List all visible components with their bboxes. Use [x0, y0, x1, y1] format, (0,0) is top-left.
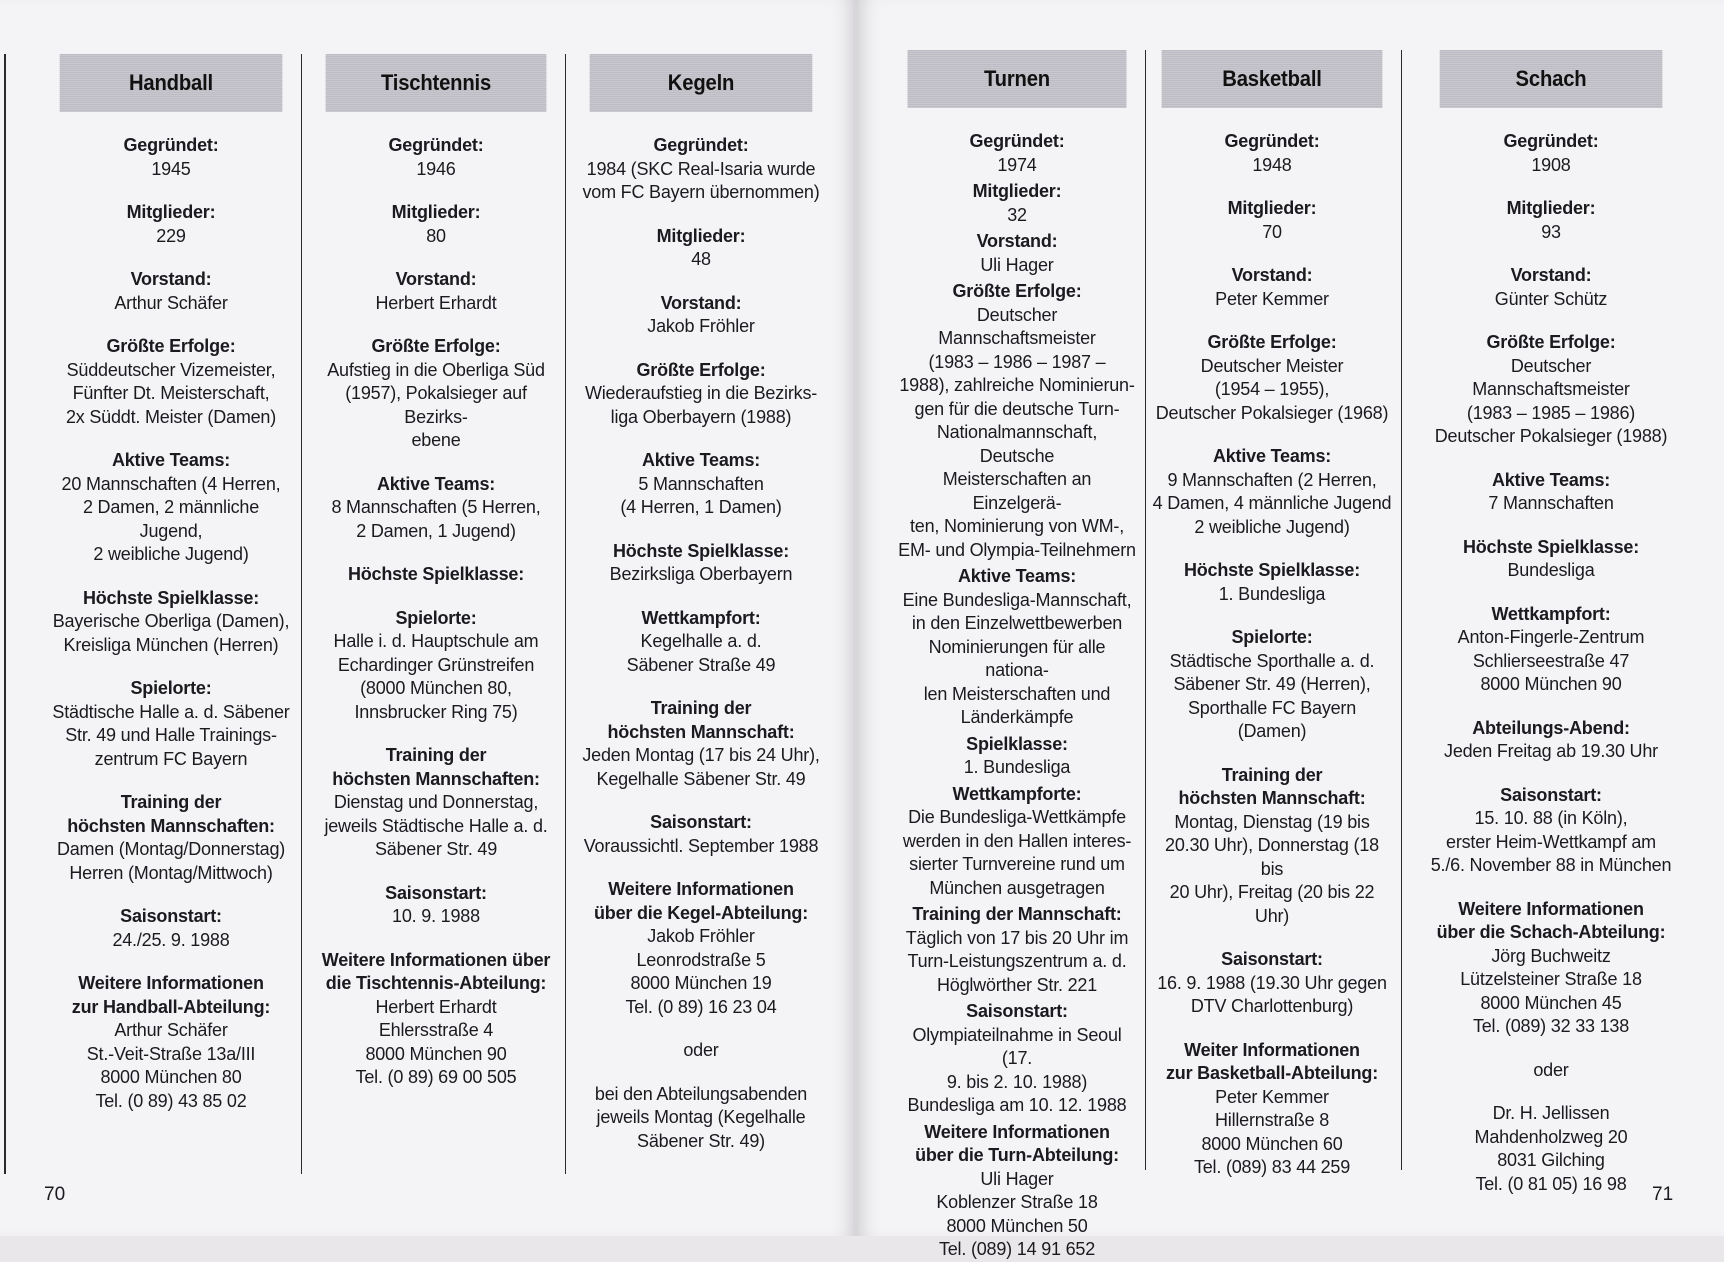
section-label: Saisonstart:: [650, 812, 752, 832]
page-number-right: 71: [1652, 1184, 1674, 1205]
section-list: [1152, 130, 1392, 1180]
section-value: Dr. H. Jellissen Mahdenholzweg 20 8031 Gilching Tel. (0 81 05) 16 98: [1474, 1103, 1628, 1194]
column-header: Tischtennis: [326, 54, 547, 112]
section-value: 7 Mannschaften: [1488, 493, 1614, 513]
section-value: Eine Bundesliga-Mannschaft, in den Einzelwettbewerben Nominierungen für alle nationa- len Meisterschaften und Länderkämpfe: [902, 589, 1132, 727]
info-section: [580, 697, 822, 791]
section-value: Aufstieg in die Oberliga Süd (1957), Pokalsieger auf Bezirks- ebene: [327, 359, 545, 450]
section-label: Weitere Informationen über die Turn-Abteilung:: [915, 1121, 1119, 1165]
section-value: bei den Abteilungsabenden jeweils Montag (Kegelhalle Säbener Str. 49): [594, 1083, 808, 1151]
section-label: Gegründet:: [1224, 131, 1320, 151]
info-section: [580, 359, 822, 430]
info-section: [50, 449, 292, 567]
section-label: Gegründet:: [653, 135, 749, 155]
section-value: oder: [1533, 1059, 1569, 1080]
section-label: Größte Erfolge:: [106, 336, 236, 356]
section-label: Mitglieder:: [656, 225, 746, 246]
section-label: Saisonstart:: [966, 1001, 1068, 1021]
info-section: [898, 565, 1136, 730]
info-section: [50, 791, 292, 885]
section-value: Jeden Montag (17 bis 24 Uhr), Kegelhalle Säbener Str. 49: [582, 745, 820, 789]
section-label: Spielorte:: [130, 678, 212, 698]
section-value: 48: [691, 249, 711, 269]
info-section: [580, 1083, 822, 1154]
section-value: 1948: [1252, 154, 1292, 175]
info-section: [50, 134, 292, 181]
section-label: Weiter Informationen zur Basketball-Abteilung:: [1165, 1039, 1379, 1083]
info-section: [316, 744, 556, 862]
section-value: Jakob Fröhler: [647, 316, 755, 336]
info-section: [580, 811, 822, 858]
left-page: [0, 0, 856, 1236]
section-value: Deutscher Mannschaftsmeister (1983 – 1985 – 1986) Deutscher Pokalsieger (1988): [1434, 355, 1668, 446]
section-value: Dienstag und Donnerstag, jeweils Städtische Halle a. d. Säbener Str. 49: [324, 792, 548, 859]
section-label: Abteilungs-Abend:: [1472, 717, 1630, 738]
info-section: [580, 878, 822, 1019]
section-label: Saisonstart:: [385, 882, 487, 903]
info-section: [316, 949, 556, 1090]
info-section: [1152, 197, 1392, 244]
section-value: Arthur Schäfer: [114, 292, 228, 313]
info-section: [316, 268, 556, 315]
section-value: oder: [683, 1040, 719, 1060]
section-label: Training der höchsten Mannschaften:: [67, 792, 275, 836]
info-section: [1430, 784, 1672, 878]
section-value: 32: [1007, 204, 1027, 225]
section-label: Aktive Teams:: [957, 566, 1077, 586]
section-label: Größte Erfolge:: [636, 359, 766, 380]
section-label: Höchste Spielklasse:: [82, 587, 260, 608]
info-section: [1152, 559, 1392, 606]
section-value: Arthur Schäfer St.-Veit-Straße 13a/III 8000 München 80 Tel. (0 89) 43 85 02: [86, 1020, 256, 1111]
info-section: [580, 1039, 822, 1063]
section-label: Größte Erfolge:: [1207, 332, 1337, 352]
column-header: Turnen: [908, 50, 1127, 108]
section-label: Spielorte:: [1231, 627, 1313, 647]
section-list: [898, 130, 1136, 1262]
section-value: 16. 9. 1988 (19.30 Uhr gegen DTV Charlottenburg): [1157, 972, 1387, 1016]
section-value: 229: [156, 225, 186, 246]
section-value: Bezirksliga Oberbayern: [609, 564, 793, 584]
section-label: Gegründet:: [969, 131, 1065, 151]
section-value: Städtische Halle a. d. Säbener Str. 49 und Halle Trainings- zentrum FC Bayern: [52, 701, 290, 769]
section-list: [1430, 130, 1672, 1196]
section-value: 8 Mannschaften (5 Herren, 2 Damen, 1 Jugend): [331, 497, 541, 541]
info-section: [1430, 1102, 1672, 1196]
section-value: Halle i. d. Hauptschule am Echardinger Grünstreifen (8000 München 80, Innsbrucker Ring 75): [333, 631, 539, 722]
info-section: [1430, 717, 1672, 764]
section-label: Training der höchsten Mannschaft:: [607, 698, 795, 742]
section-label: Höchste Spielklasse:: [1462, 536, 1640, 557]
info-section: [580, 449, 822, 520]
right-page: [856, 0, 1724, 1259]
info-section: [1152, 948, 1392, 1019]
info-section: [1430, 331, 1672, 449]
info-section: [50, 201, 292, 248]
section-value: Montag, Dienstag (19 bis 20.30 Uhr), Donnerstag (18 bis 20 Uhr), Freitag (20 bis 22 Uhr): [1165, 811, 1379, 926]
section-label: Vorstand:: [1231, 265, 1313, 285]
section-value: 1984 (SKC Real-Isaria wurde vom FC Bayern übernommen): [582, 158, 820, 202]
section-value: Peter Kemmer Hillernstraße 8 8000 München 60 Tel. (089) 83 44 259: [1193, 1086, 1351, 1177]
column-header: Handball: [60, 54, 283, 112]
column-handball: [50, 54, 292, 1174]
section-label: Weitere Informationen zur Handball-Abteilung:: [71, 973, 271, 1017]
section-label: Mitglieder:: [1227, 198, 1317, 218]
section-value: 5 Mannschaften (4 Herren, 1 Damen): [620, 473, 782, 517]
info-section: [1152, 626, 1392, 744]
column-header: Kegeln: [590, 54, 813, 112]
section-value: Süddeutscher Vizemeister, Fünfter Dt. Meisterschaft, 2x Süddt. Meister (Damen): [65, 359, 277, 427]
section-value: 20 Mannschaften (4 Herren, 2 Damen, 2 männliche Jugend, 2 weibliche Jugend): [61, 473, 281, 564]
info-section: [316, 335, 556, 453]
column-kegeln: [580, 54, 822, 1174]
section-value: 80: [426, 225, 446, 246]
info-section: [1430, 264, 1672, 311]
info-section: [316, 134, 556, 181]
column-schach: [1430, 50, 1672, 1194]
info-section: [1430, 130, 1672, 177]
section-value: Peter Kemmer: [1215, 288, 1329, 309]
section-value: 1974: [997, 154, 1037, 175]
info-section: [1430, 469, 1672, 516]
section-value: 9 Mannschaften (2 Herren, 4 Damen, 4 männliche Jugend 2 weibliche Jugend): [1152, 469, 1392, 537]
info-section: [898, 903, 1136, 997]
section-value: Herbert Erhardt Ehlersstraße 4 8000 München 90 Tel. (0 89) 69 00 505: [355, 996, 517, 1087]
section-label: Spielklasse:: [966, 733, 1068, 754]
info-section: [898, 180, 1136, 227]
section-label: Weitere Informationen über die Tischtennis-Abteilung:: [321, 949, 551, 993]
section-value: Bayerische Oberliga (Damen), Kreisliga München (Herren): [52, 611, 290, 655]
section-list: [316, 134, 556, 1090]
section-label: Weitere Informationen über die Kegel-Abteilung:: [593, 879, 808, 923]
section-list: [50, 134, 292, 1113]
section-value: 15. 10. 88 (in Köln), erster Heim-Wettkampf am 5./6. November 88 in München: [1430, 808, 1672, 875]
section-label: Wettkampfort:: [641, 607, 761, 628]
info-section: [50, 905, 292, 952]
info-section: [898, 130, 1136, 177]
section-value: 1. Bundesliga: [1218, 583, 1326, 604]
section-label: Training der höchsten Mannschaften:: [332, 745, 540, 789]
info-section: [1430, 898, 1672, 1039]
info-section: [580, 292, 822, 339]
section-value: Anton-Fingerle-Zentrum Schlierseestraße 47 8000 München 90: [1457, 627, 1645, 694]
section-label: Saisonstart:: [1500, 784, 1602, 805]
info-section: [1430, 1059, 1672, 1083]
section-value: 1946: [416, 158, 456, 179]
section-value: Olympiateilnahme in Seoul (17. 9. bis 2. 10. 1988) Bundesliga am 10. 12. 1988: [907, 1024, 1127, 1115]
section-value: 70: [1262, 221, 1282, 242]
info-section: [1430, 197, 1672, 244]
section-value: Kegelhalle a. d. Säbener Straße 49: [626, 631, 776, 675]
info-section: [1152, 331, 1392, 425]
section-label: Vorstand:: [976, 231, 1058, 251]
section-value: Günter Schütz: [1494, 288, 1608, 309]
page-number-left: 70: [44, 1184, 66, 1205]
column-basketball: [1152, 50, 1392, 1177]
section-value: 1. Bundesliga: [963, 757, 1071, 777]
section-label: Training der Mannschaft:: [912, 904, 1122, 924]
section-value: 10. 9. 1988: [392, 906, 480, 926]
info-section: [898, 733, 1136, 780]
section-list: [580, 134, 822, 1153]
info-section: [50, 587, 292, 658]
section-label: Aktive Teams:: [641, 450, 761, 470]
section-label: Spielorte:: [395, 607, 477, 628]
section-value: Städtische Sporthalle a. d. Säbener Str. 49 (Herren), Sporthalle FC Bayern (Damen): [1169, 650, 1375, 741]
section-value: Jörg Buchweitz Lützelsteiner Straße 18 8000 München 45 Tel. (089) 32 33 138: [1460, 945, 1642, 1036]
section-label: Weitere Informationen über die Schach-Abteilung:: [1436, 898, 1666, 942]
section-label: Größte Erfolge:: [1486, 332, 1616, 352]
info-section: [50, 335, 292, 429]
section-value: 1945: [151, 158, 191, 179]
section-label: Höchste Spielklasse:: [1183, 560, 1361, 580]
info-section: [898, 1000, 1136, 1118]
section-label: Größte Erfolge:: [371, 336, 501, 356]
info-section: [50, 677, 292, 771]
info-section: [898, 280, 1136, 562]
info-section: [50, 268, 292, 315]
column-turnen: [898, 50, 1136, 1259]
section-value: Die Bundesliga-Wettkämpfe werden in den Hallen interes- sierter Turnvereine rund um München ausgetragen: [902, 807, 1132, 898]
section-label: Höchste Spielklasse:: [612, 540, 790, 561]
info-section: [316, 563, 556, 587]
info-section: [1152, 130, 1392, 177]
section-value: Voraussichtl. September 1988: [583, 835, 819, 856]
section-label: Aktive Teams:: [111, 450, 231, 470]
section-label: Gegründet:: [388, 135, 484, 155]
section-label: Saisonstart:: [1221, 949, 1323, 969]
section-label: Vorstand:: [130, 269, 212, 289]
section-label: Vorstand:: [660, 292, 742, 313]
section-label: Aktive Teams:: [376, 473, 496, 494]
info-section: [1152, 764, 1392, 929]
info-section: [316, 473, 556, 544]
section-label: Wettkampfort:: [1491, 603, 1611, 624]
info-section: [50, 972, 292, 1113]
section-value: Jeden Freitag ab 19.30 Uhr: [1444, 741, 1658, 761]
info-section: [1430, 603, 1672, 697]
section-label: Vorstand:: [395, 269, 477, 289]
info-section: [316, 201, 556, 248]
info-section: [898, 230, 1136, 277]
info-section: [1152, 445, 1392, 539]
section-label: Training der höchsten Mannschaft:: [1178, 764, 1366, 808]
section-label: Mitglieder:: [972, 181, 1062, 201]
info-section: [898, 783, 1136, 901]
section-label: Wettkampforte:: [952, 783, 1082, 804]
section-value: 93: [1541, 221, 1561, 242]
section-label: Saisonstart:: [120, 906, 222, 926]
column-tischtennis: [316, 54, 556, 1174]
section-value: Täglich von 17 bis 20 Uhr im Turn-Leistungszentrum a. d. Höglwörther Str. 221: [905, 927, 1129, 995]
section-value: Herbert Erhardt: [375, 292, 497, 313]
section-value: Deutscher Meister (1954 – 1955), Deutscher Pokalsieger (1968): [1155, 355, 1389, 423]
section-value: Uli Hager Koblenzer Straße 18 8000 München 50 Tel. (089) 14 91 652: [936, 1168, 1098, 1259]
column-header: Schach: [1440, 50, 1663, 108]
section-label: Gegründet:: [123, 135, 219, 155]
section-label: Aktive Teams:: [1491, 469, 1611, 490]
section-value: Damen (Montag/Donnerstag) Herren (Montag/Mittwoch): [56, 839, 286, 883]
section-label: Mitglieder:: [1506, 198, 1596, 218]
section-label: Vorstand:: [1510, 265, 1592, 285]
section-value: Uli Hager: [980, 254, 1054, 275]
section-value: Bundesliga: [1507, 560, 1595, 580]
column-header: Basketball: [1162, 50, 1383, 108]
section-label: Mitglieder:: [126, 202, 216, 222]
section-value: Wiederaufstieg in die Bezirks- liga Oberbayern (1988): [584, 383, 818, 427]
info-section: [1430, 536, 1672, 583]
section-value: 24./25. 9. 1988: [112, 929, 230, 950]
info-section: [580, 225, 822, 272]
section-label: Gegründet:: [1503, 131, 1599, 151]
section-label: Mitglieder:: [391, 202, 481, 222]
section-label: Höchste Spielklasse:: [347, 564, 525, 584]
info-section: [316, 607, 556, 725]
info-section: [580, 540, 822, 587]
section-value: 1908: [1531, 154, 1571, 175]
section-value: Deutscher Mannschaftsmeister (1983 – 1986 – 1987 – 1988), zahlreiche Nominierun- gen für die deutsche Turn- Nationalmannschaft, Deutsche Meisterschaften an Einzelgerä- ten, Nominierung von WM-, EM- und Olympia-Teilnehmern: [898, 304, 1136, 560]
info-section: [316, 882, 556, 929]
section-label: Aktive Teams:: [1212, 446, 1332, 466]
info-section: [580, 607, 822, 678]
section-value: Jakob Fröhler Leonrodstraße 5 8000 München 19 Tel. (0 89) 16 23 04: [625, 926, 777, 1017]
info-section: [580, 134, 822, 205]
info-section: [1152, 264, 1392, 311]
info-section: [898, 1121, 1136, 1262]
section-label: Größte Erfolge:: [952, 281, 1082, 301]
info-section: [1152, 1039, 1392, 1180]
